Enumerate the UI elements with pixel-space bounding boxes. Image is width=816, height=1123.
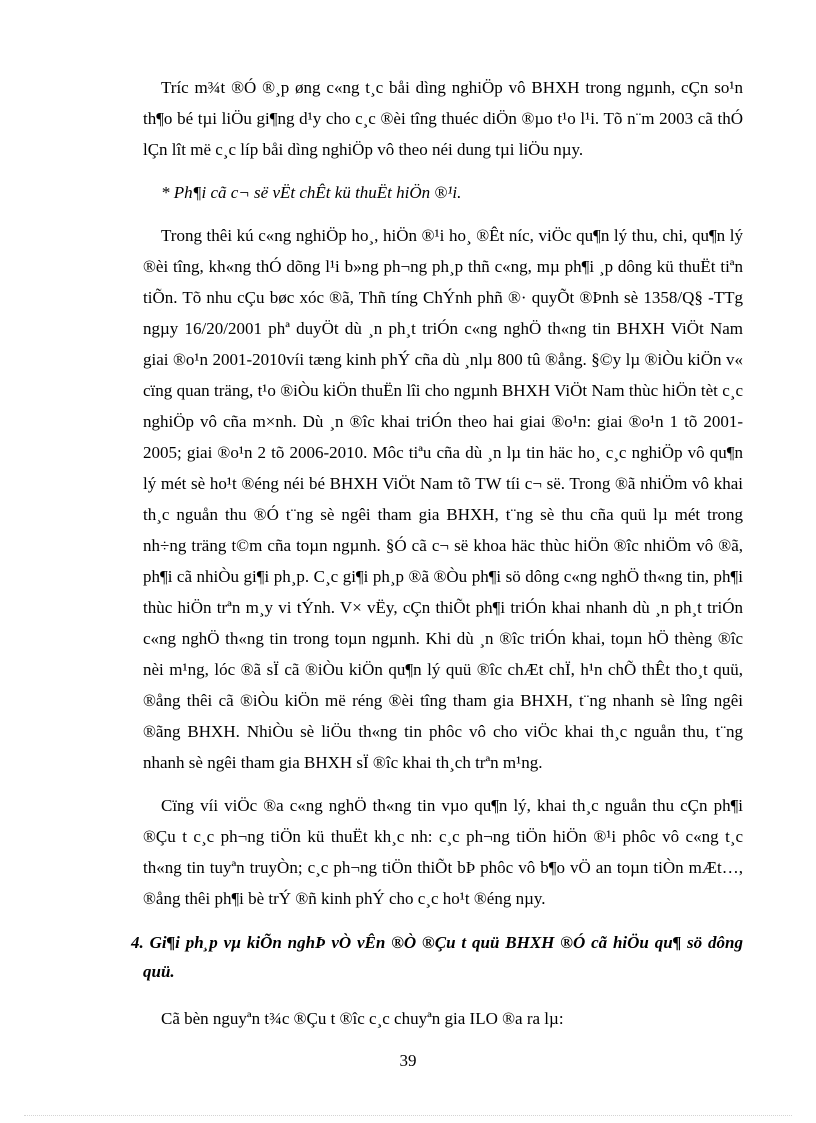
paragraph-ilo-principles: Cã bèn nguyªn t¾c ®Çu t ®îc c¸c chuyªn gia ILO ®a ra lµ:: [161, 1009, 564, 1028]
page-body: [131, 72, 743, 1034]
paragraph-it-project: Trong thêi kú c«ng nghiÖp ho¸, hiÖn ®¹i ho¸ ®Êt níc, viÖc qu¶n lý thu, chi, qu¶n lý ®èi tîng, kh«ng thÓ dõng l¹i b»ng ph¬ng ph¸p thñ c«ng, mµ ph¶i ¸p dông kü thuËt tiªn tiÕn. Tõ nhu cÇu bøc xóc ®ã, Thñ tíng ChÝnh phñ ®· quyÕt ®Þnh sè 1358/Q§ -TTg ngµy 16/20/2001 phª duyÖt dù ¸n ph¸t triÓn c«ng nghÖ th«ng tin BHXH ViÖt Nam giai ®o¹n 2001-2010víi tæng kinh phÝ cña dù ¸nlµ 800 tû ®ång. §©y lµ ®iÒu kiÖn v« cïng quan träng, t¹o ®iÒu kiÖn thuËn lîi cho ngµnh BHXH ViÖt Nam thùc hiÖn tèt c¸c nghiÖp vô cña m×nh. Dù ¸n ®îc khai triÓn theo hai giai ®o¹n: giai ®o¹n 1 tõ 2001-2005; giai ®o¹n 2 tõ 2006-2010. Môc tiªu cña dù ¸n lµ tin häc ho¸ c¸c nghiÖp vô qu¶n lý mét sè ho¹t ®éng néi bé BHXH ViÖt Nam tõ TW tíi c¬ së. Trong ®ã nhiÖm vô khai th¸c nguån thu ®Ó t¨ng sè ngêi tham gia BHXH, t¨ng sè thu cña quü lµ mét trong nh÷ng träng t©m cña toµn ngµnh. §Ó cã c¬ së khoa häc thùc hiÖn ®îc nhiÖm vô ®ã, ph¶i cã nhiÒu gi¶i ph¸p. C¸c gi¶i ph¸p ®ã ®Òu ph¶i sö dông c«ng nghÖ th«ng tin, ph¶i thùc hiÖn trªn m¸y vi tÝnh. V× vËy, cÇn thiÕt ph¶i triÓn khai nhanh dù ¸n ph¸t triÓn c«ng nghÖ th«ng tin trong toµn ngµnh. Khi dù ¸n ®îc triÓn khai, toµn hÖ thèng ®îc nèi m¹ng, lóc ®ã sÏ cã ®iÒu kiÖn qu¶n lý quü ®îc chÆt chÏ, h¹n chÕ thÊt tho¸t quü, ®ång thêi cã ®iÒu kiÖn më réng ®èi tîng tham gia BHXH, t¨ng nhanh sè lîng ngêi ®ãng BHXH. NhiÒu sè liÖu th«ng tin phôc vô cho viÖc khai th¸c nguån thu, t¨ng nhanh sè ngêi tham gia BHXH sÏ ®îc khai th¸ch trªn m¹ng.: [143, 226, 743, 772]
paragraph-infrastructure-title: * Ph¶i cã c¬ së vËt chÊt kü thuËt hiÖn ®¹i.: [161, 183, 462, 202]
section-heading: 4. Gi¶i ph¸p vµ kiÕn nghÞ vÒ vÊn ®Ò ®Çu t quü BHXH ®Ó cã hiÖu qu¶ sö dông quü.: [131, 933, 743, 981]
footer-divider: [24, 1115, 792, 1116]
paragraph-equipment: Cïng víi viÖc ®a c«ng nghÖ th«ng tin vµo qu¶n lý, khai th¸c nguån thu cÇn ph¶i ®Çu t c¸c ph¬ng tiÖn kü thuËt kh¸c nh: c¸c ph¬ng tiÖn hiÖn ®¹i phôc vô c«ng t¸c th«ng tin tuyªn truyÒn; c¸c ph¬ng tiÖn thiÕt bÞ phôc vô b¶o vÖ an toµn tiÒn mÆt…, ®ång thêi ph¶i bè trÝ ®ñ kinh phÝ cho c¸c ho¹t ®éng nµy.: [143, 796, 743, 908]
paragraph-training: Tríc m¾t ®Ó ®¸p øng c«ng t¸c båi dìng nghiÖp vô BHXH trong ngµnh, cÇn so¹n th¶o bé tµi liÖu gi¶ng d¹y cho c¸c ®èi tîng thuéc diÖn ®µo t¹o l¹i. Tõ n¨m 2003 cã thÓ lÇn lît më c¸c líp båi dìng nghiÖp vô theo néi dung tµi liÖu nµy.: [143, 78, 743, 159]
page-number: 39: [399, 1051, 417, 1070]
